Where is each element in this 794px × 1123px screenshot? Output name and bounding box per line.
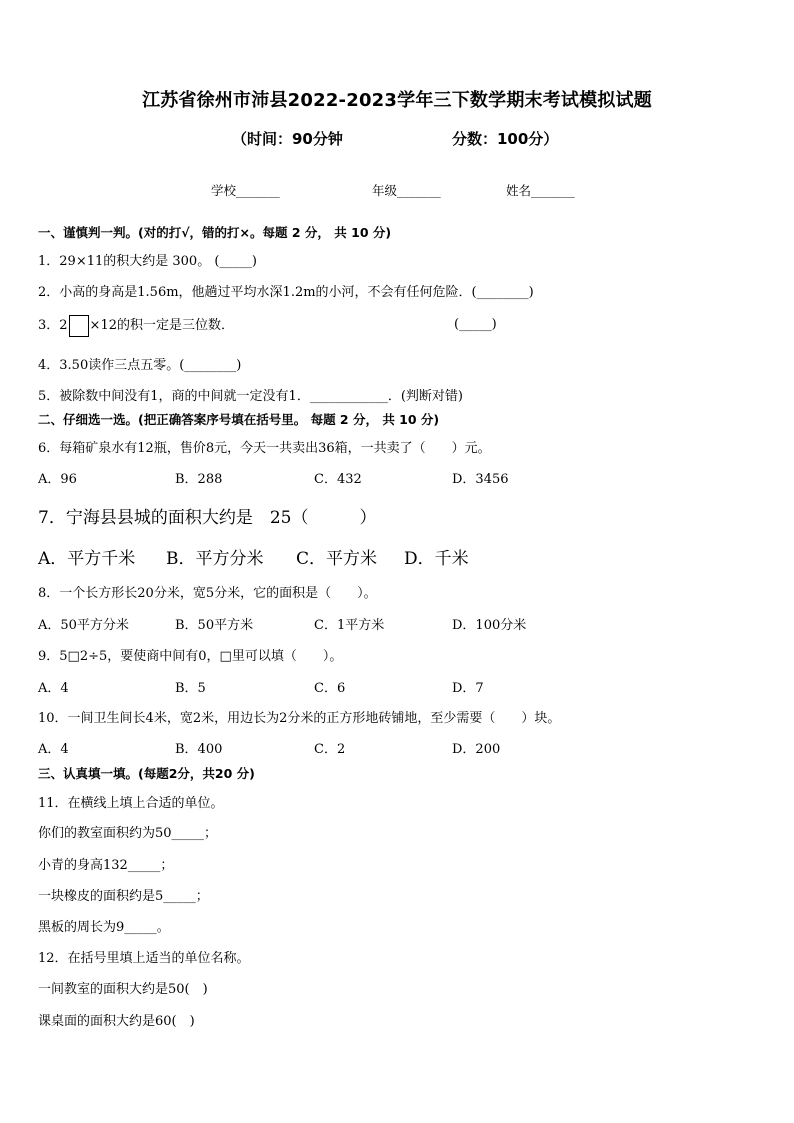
- q9-option-d: D．7: [452, 681, 484, 696]
- q12-line-2: 课桌面的面积大约是60( ): [38, 1014, 195, 1029]
- exam-time: （时间：90分钟: [232, 130, 343, 148]
- q11-line-4: 黑板的周长为9_____。: [38, 920, 170, 935]
- question-9: 9．5□2÷5，要使商中间有0，□里可以填（ ）。: [38, 649, 343, 664]
- q12-line-1: 一间教室的面积大约是50( ): [38, 982, 208, 997]
- q8-option-a: A．50平方分米: [38, 618, 129, 633]
- q6-option-c: C．432: [314, 472, 362, 487]
- q6-option-b: B．288: [175, 472, 223, 487]
- question-7: 7．宁海县县城的面积大约是 25（ ）: [38, 508, 377, 528]
- q8-option-b: B．50平方米: [175, 618, 254, 633]
- question-4: 4．3.50读作三点五零。(________): [38, 358, 242, 373]
- q7-option-a: A．平方千米: [38, 549, 136, 569]
- q8-option-d: D．100分米: [452, 618, 527, 633]
- q8-option-c: C．1平方米: [314, 618, 385, 633]
- section-2-heading: 二、仔细选一选。(把正确答案序号填在括号里。 每题 2 分， 共 10 分): [38, 412, 440, 427]
- q10-option-c: C．2: [314, 742, 346, 757]
- q9-option-b: B．5: [175, 681, 206, 696]
- question-10: 10．一间卫生间长4米，宽2米，用边长为2分米的正方形地砖铺地，至少需要（ ）块。: [38, 711, 561, 726]
- q7-option-c: C．平方米: [296, 549, 378, 569]
- question-8: 8．一个长方形长20分米，宽5分米，它的面积是（ ）。: [38, 586, 377, 601]
- q9-option-c: C．6: [314, 681, 346, 696]
- question-3: [38, 314, 234, 337]
- q11-line-2: 小青的身高132_____；: [38, 858, 174, 873]
- question-6: 6．每箱矿泉水有12瓶，售价8元，今天一共卖出36箱，一共卖了（ ）元。: [38, 441, 491, 456]
- school-field[interactable]: 学校_______: [211, 183, 280, 198]
- question-3-paren: (_____): [454, 317, 497, 332]
- q6-option-a: A．96: [38, 472, 77, 487]
- grade-field[interactable]: 年级_______: [372, 183, 441, 198]
- page-title: 江苏省徐州市沛县2022-2023学年三下数学期末考试模拟试题: [142, 90, 652, 111]
- question-3-prefix: 3．2: [38, 318, 68, 333]
- answer-box[interactable]: [69, 315, 89, 337]
- question-11: 11．在横线上填上合适的单位。: [38, 796, 224, 811]
- section-3-heading: 三、认真填一填。(每题2分，共20 分): [38, 766, 255, 781]
- q9-option-a: A．4: [38, 681, 69, 696]
- q11-line-1: 你们的教室面积约为50_____；: [38, 826, 218, 841]
- q10-option-a: A．4: [38, 742, 69, 757]
- name-field[interactable]: 姓名_______: [506, 183, 575, 198]
- question-1: 1．29×11的积大约是 300。 (_____): [38, 254, 257, 269]
- q7-option-b: B．平方分米: [166, 549, 264, 569]
- q10-option-d: D．200: [452, 742, 501, 757]
- q6-option-d: D．3456: [452, 472, 509, 487]
- question-12: 12．在括号里填上适当的单位名称。: [38, 951, 250, 966]
- question-5: 5．被除数中间没有1，商的中间就一定没有1．____________．(判断对错): [38, 389, 463, 404]
- section-1-heading: 一、谨慎判一判。(对的打√，错的打×。每题 2 分， 共 10 分): [38, 225, 392, 240]
- q7-option-d: D．千米: [404, 549, 469, 569]
- exam-score: 分数：100分）: [452, 130, 559, 148]
- question-3-suffix: ×12的积一定是三位数．: [89, 318, 234, 333]
- question-2: 2．小高的身高是1.56m，他趟过平均水深1.2m的小河，不会有任何危险．(________): [38, 285, 534, 300]
- q10-option-b: B．400: [175, 742, 223, 757]
- q11-line-3: 一块橡皮的面积约是5_____；: [38, 889, 209, 904]
